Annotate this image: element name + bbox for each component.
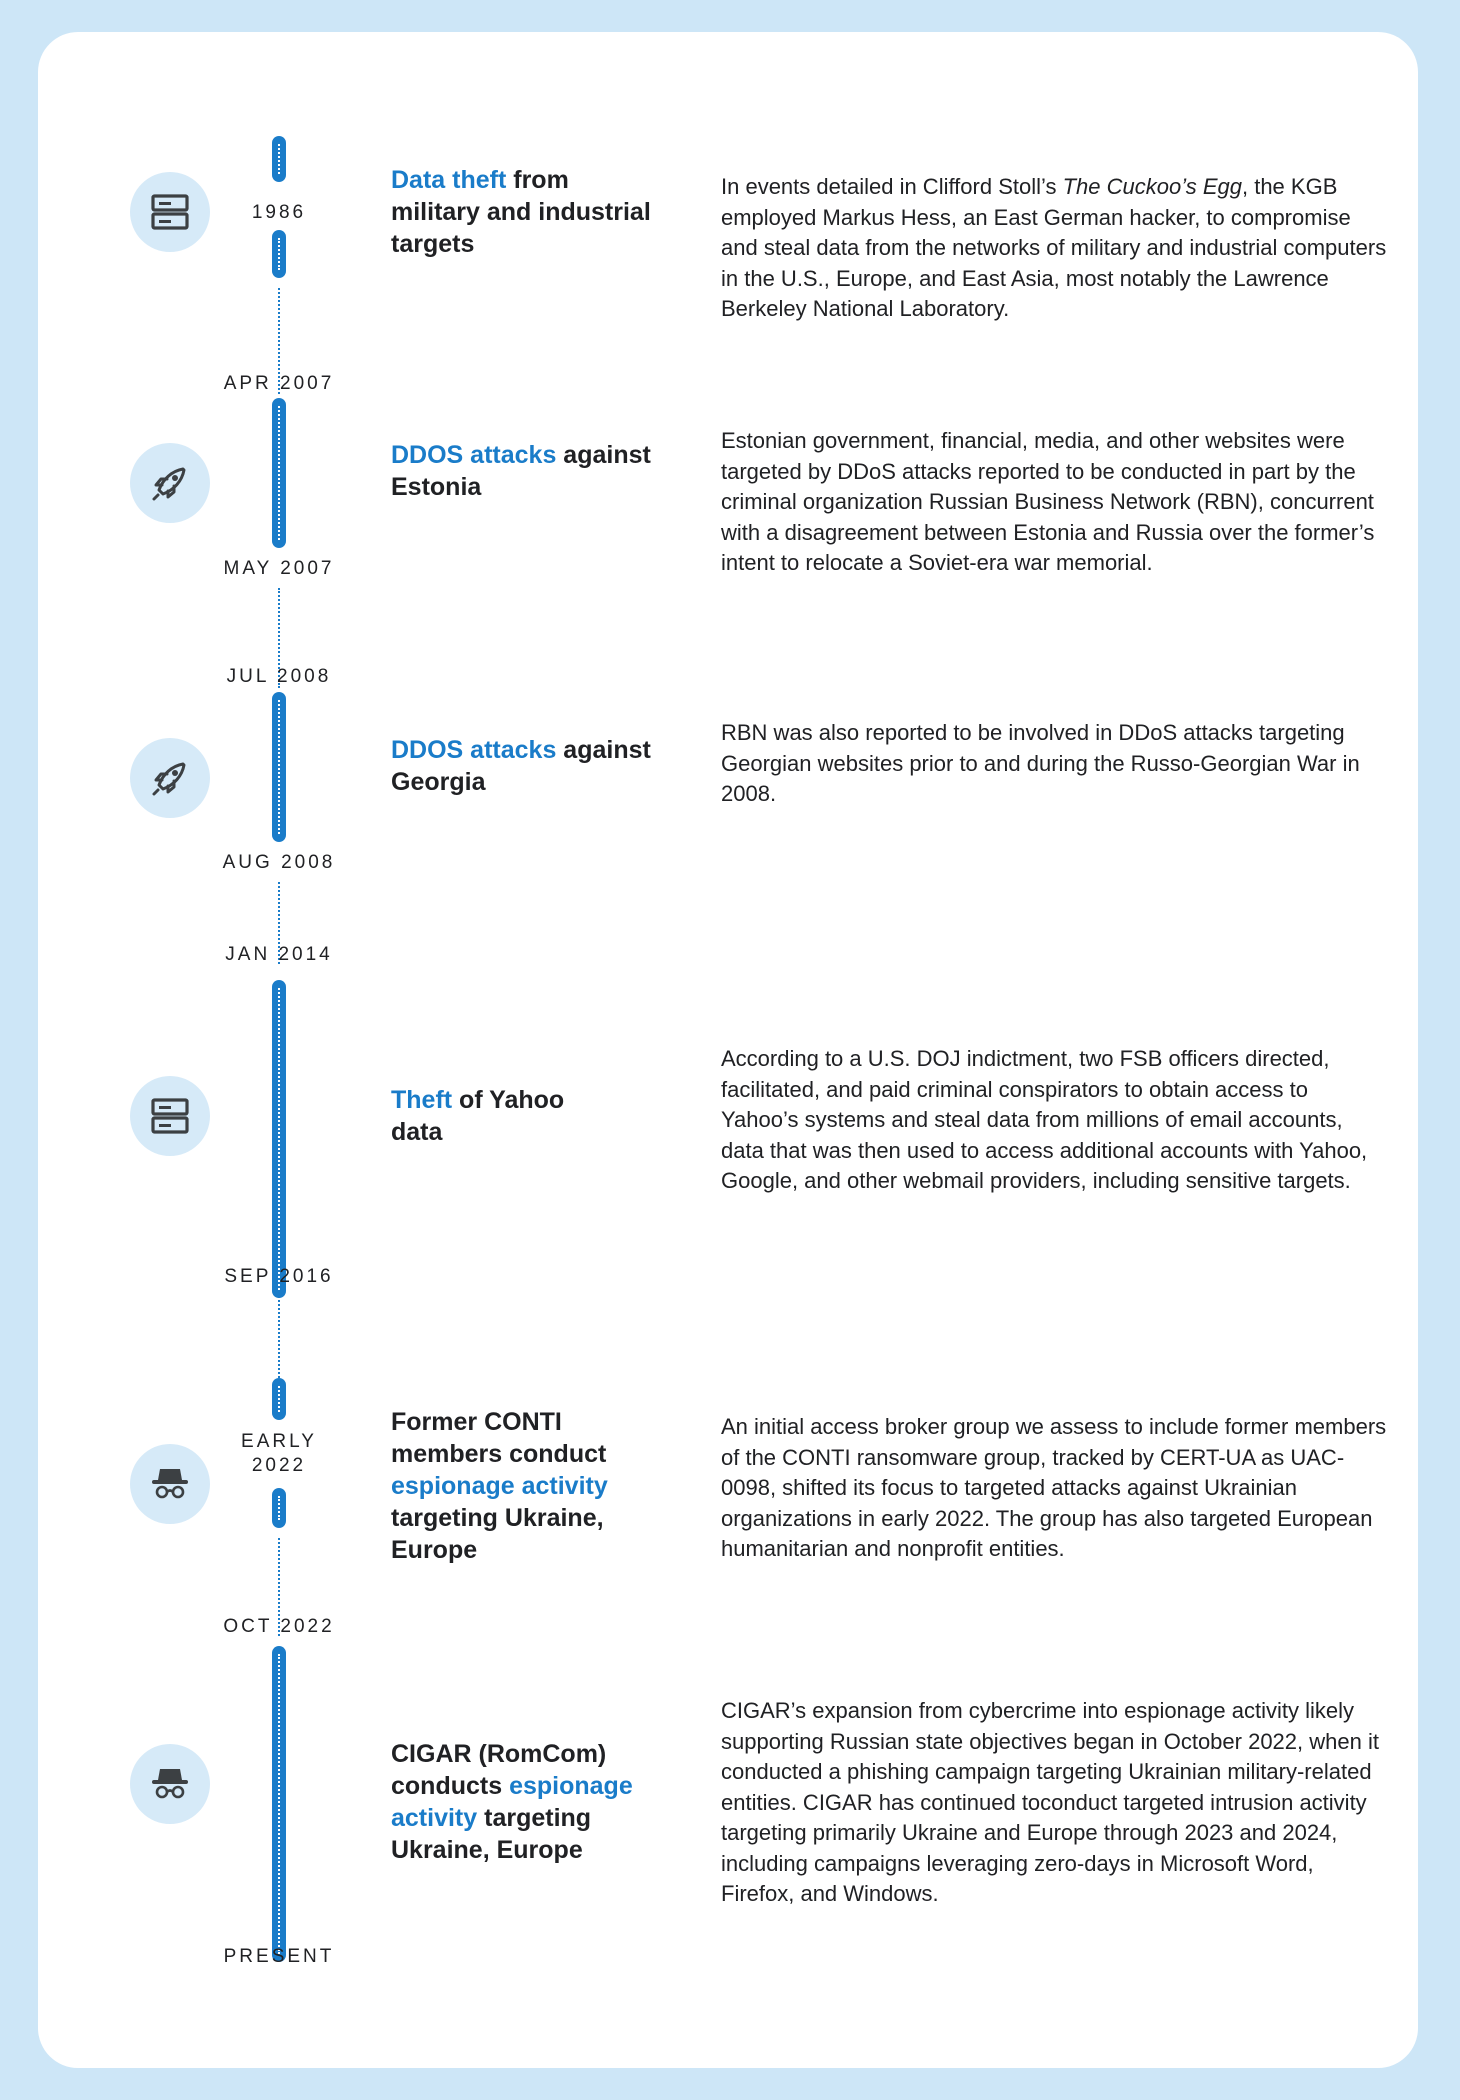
title-highlight: espionage activity xyxy=(391,1772,633,1832)
timeline-bar xyxy=(272,1488,286,1528)
event-date: 1986 xyxy=(251,202,307,223)
title-rest: against Georgia xyxy=(391,736,651,796)
event-title xyxy=(391,164,661,260)
event-title xyxy=(391,1084,591,1148)
rocket-icon xyxy=(130,738,210,818)
event-end-date: PRESENT xyxy=(223,1946,335,1967)
event-start-date: JUL 2008 xyxy=(226,666,332,687)
event-end-date: AUG 2008 xyxy=(222,852,336,873)
event-end-date: SEP 2016 xyxy=(224,1266,334,1287)
event-title xyxy=(391,1406,641,1566)
desc-text: , the KGB employed Markus Hess, an East German hacker, to compromise and steal data from the networks of military and industrial computers in the U.S., Europe, and East Asia, most notably the Lawrence Berkeley National Laboratory. xyxy=(721,174,1387,321)
title-highlight: DDOS attacks xyxy=(391,441,557,469)
title-text: targeting Ukraine, Europe xyxy=(391,1504,604,1564)
title-highlight: espionage activity xyxy=(391,1472,608,1500)
event-start-date: OCT 2022 xyxy=(223,1616,335,1637)
event-title xyxy=(391,734,661,798)
title-text: targeting Ukraine, Europe xyxy=(391,1804,592,1864)
title-rest: from military and industrial targets xyxy=(391,166,651,258)
event-description: RBN was also reported to be involved in DDoS attacks targeting Georgian websites prior to and during the Russo-Georgian War in 2008. xyxy=(721,720,1360,806)
event-end-date: MAY 2007 xyxy=(223,558,335,579)
timeline-card xyxy=(38,32,1418,2068)
title-highlight: Data theft xyxy=(391,166,507,194)
title-text: CIGAR (RomCom) conducts xyxy=(391,1740,607,1800)
date-line: EARLY xyxy=(241,1431,317,1452)
event-start-date: APR 2007 xyxy=(223,373,335,394)
title-highlight: DDOS attacks xyxy=(391,736,557,764)
spy-icon xyxy=(130,1444,210,1524)
event-title xyxy=(391,1738,661,1866)
event-description: An initial access broker group we assess to include former members of the CONTI ransomware group, tracked by CERT-UA as UAC-0098, shifted its focus to targeted attacks against Ukrainian organizations in early 2022. The group has also targeted European humanitarian and nonprofit entities. xyxy=(721,1414,1387,1561)
event-date xyxy=(179,1430,379,1478)
timeline-bar xyxy=(272,398,286,548)
title-text: Former CONTI members conduct xyxy=(391,1408,607,1468)
timeline-bar xyxy=(272,692,286,842)
event-title xyxy=(391,439,661,503)
event-description: According to a U.S. DOJ indictment, two FSB officers directed, facilitated, and paid criminal conspirators to obtain access to Yahoo’s systems and steal data from millions of email accounts, data that was then used to access additional accounts with Yahoo, Google, and other webmail providers, including sensitive targets. xyxy=(721,1046,1368,1193)
timeline-bar xyxy=(272,230,286,278)
rocket-icon xyxy=(130,443,210,523)
timeline-bar xyxy=(272,980,286,1298)
spy-icon xyxy=(130,1744,210,1824)
event-description xyxy=(721,172,1391,325)
server-icon xyxy=(130,1076,210,1156)
title-rest: of Yahoo data xyxy=(391,1086,565,1146)
desc-text: In events detailed in Clifford Stoll’s xyxy=(721,174,1063,199)
event-description: Estonian government, financial, media, and other websites were targeted by DDoS attacks reported to be conducted in part by the criminal organization Russian Business Network (RBN), concurrent with a disagreement between Estonia and Russia over the former’s intent to relocate a Soviet-era war memorial. xyxy=(721,428,1375,575)
timeline-bar xyxy=(272,136,286,182)
event-start-date: JAN 2014 xyxy=(225,944,333,965)
title-rest: against Estonia xyxy=(391,441,651,501)
date-line: 2022 xyxy=(251,1455,307,1476)
event-description: CIGAR’s expansion from cybercrime into espionage activity likely supporting Russian state objectives began in October 2022, when it conducted a phishing campaign targeting Ukrainian military-related entities. CIGAR has continued toconduct targeted intrusion activity targeting primarily Ukraine and Europe through 2023 and 2024, including campaigns leveraging zero-days in Microsoft Word, Firefox, and Windows. xyxy=(721,1698,1379,1906)
title-highlight: Theft xyxy=(391,1086,453,1114)
timeline-bar xyxy=(272,1378,286,1420)
book-title: The Cuckoo’s Egg xyxy=(1062,174,1242,199)
timeline-bar xyxy=(272,1646,286,1962)
